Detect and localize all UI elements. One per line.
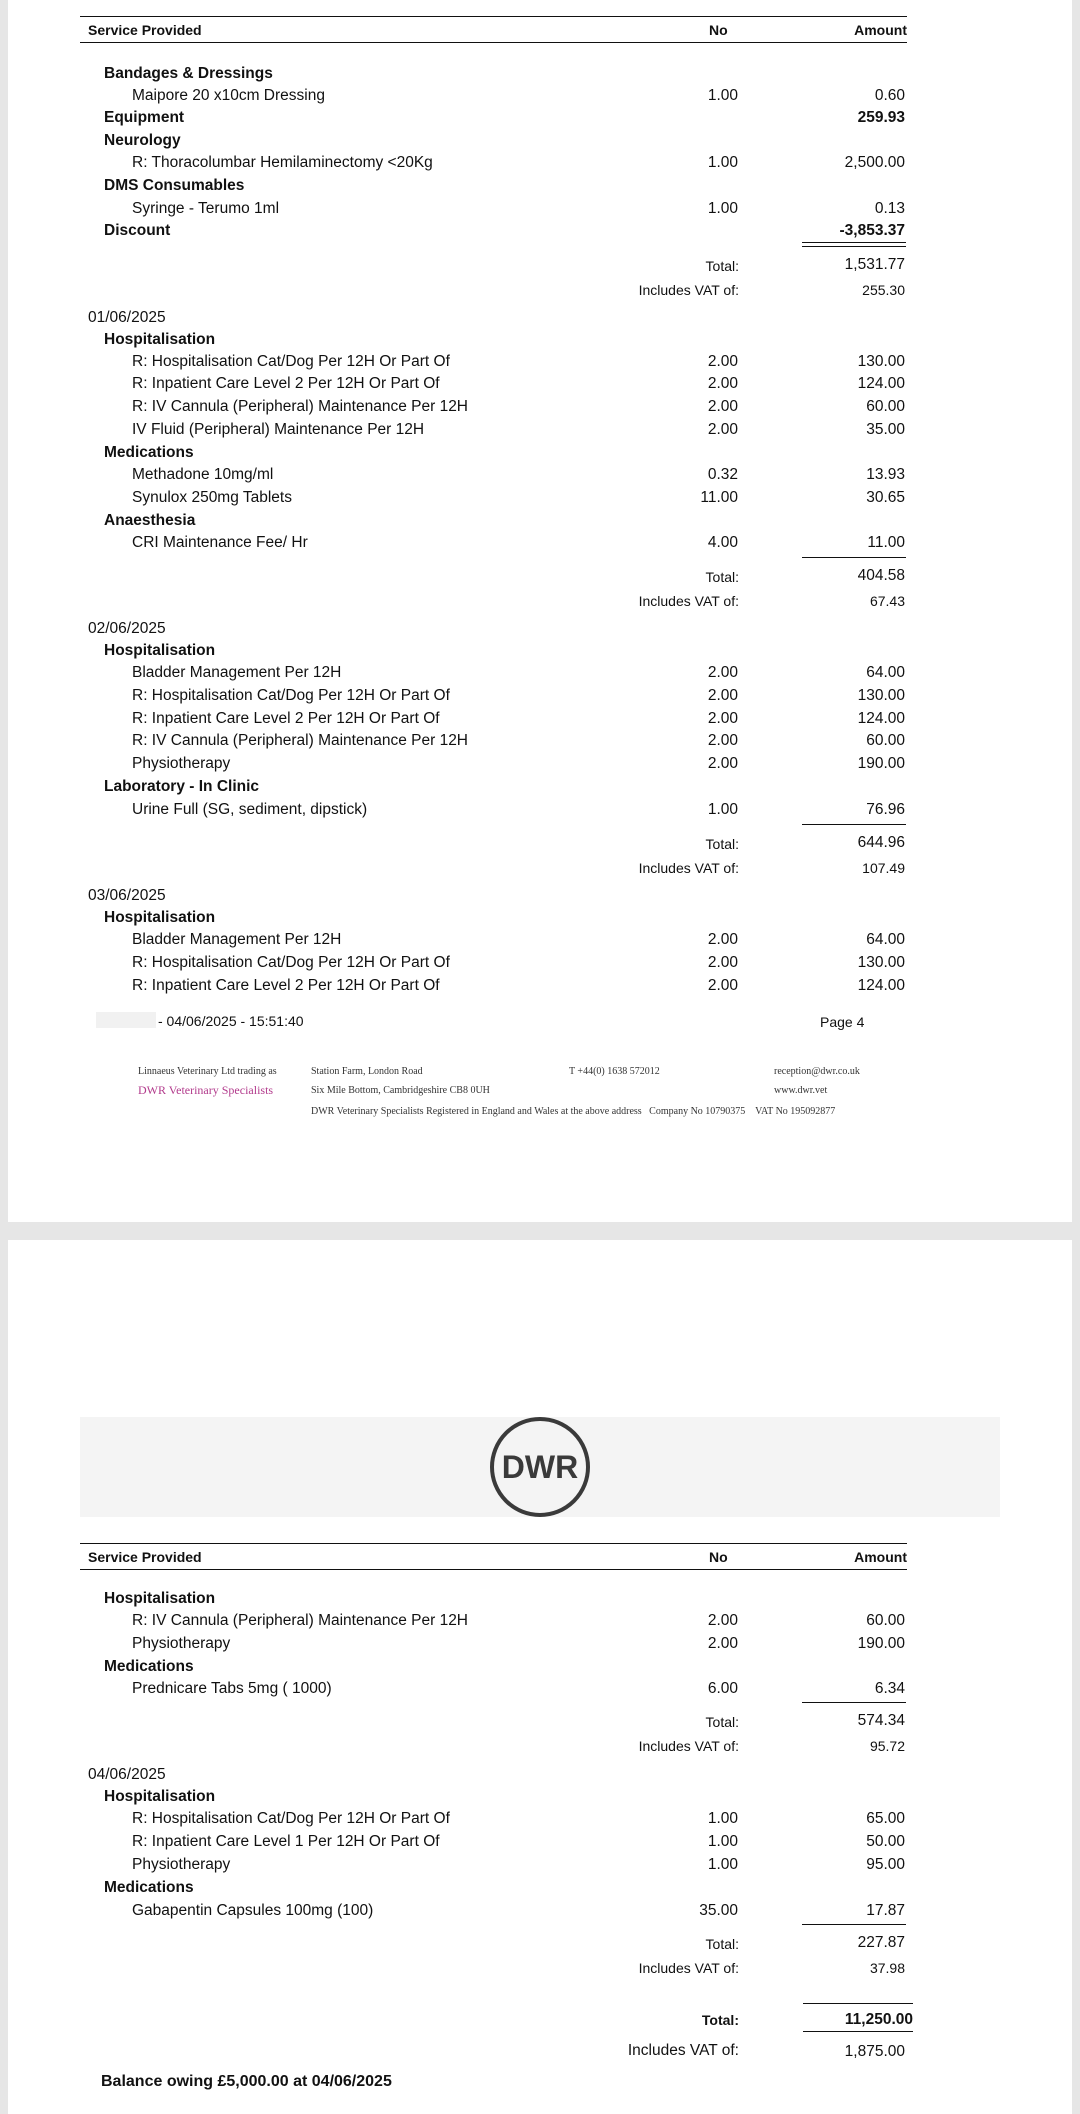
category-amount: 259.93 — [857, 109, 905, 126]
grand-total-underline — [803, 2031, 913, 2032]
line-item-amount: 65.00 — [866, 1810, 905, 1827]
line-item-amount: 11.00 — [867, 534, 905, 551]
line-item-amount: 124.00 — [857, 710, 905, 727]
category-heading: Medications — [104, 1658, 194, 1675]
category-heading: Hospitalisation — [104, 1590, 216, 1607]
subtotal-amount: 574.34 — [857, 1712, 905, 1729]
grand-total-label: Total: — [701, 2012, 739, 2028]
line-item-quantity: 2.00 — [707, 732, 738, 749]
line-item-amount: 6.34 — [874, 1680, 905, 1697]
line-item-description: R: Hospitalisation Cat/Dog Per 12H Or Part Of — [132, 1810, 450, 1827]
vat-amount: 37.98 — [869, 1960, 905, 1976]
line-item-description: R: IV Cannula (Peripheral) Maintenance Per 12H — [132, 398, 469, 415]
subtotal-amount: 227.87 — [857, 1934, 905, 1951]
line-item-quantity: 6.00 — [707, 1680, 738, 1697]
company-name: DWR Veterinary Specialists — [138, 1083, 274, 1097]
line-item-amount: 0.13 — [874, 200, 905, 217]
line-item-description: Bladder Management Per 12H — [132, 931, 342, 948]
line-item-description: Syringe - Terumo 1ml — [132, 200, 280, 217]
line-item-amount: 124.00 — [857, 375, 905, 392]
grand-total-rule — [803, 2003, 913, 2004]
line-item-quantity: 2.00 — [707, 1635, 738, 1652]
line-item-amount: 35.00 — [866, 421, 905, 438]
invoice-page-5 — [8, 1240, 1072, 2114]
line-item-amount: 60.00 — [866, 732, 905, 749]
logo-text: DWR — [501, 1449, 579, 1485]
line-item-amount: 64.00 — [866, 664, 905, 681]
line-item-quantity: 2.00 — [707, 977, 738, 994]
subtotal-label: Total: — [705, 1936, 739, 1952]
subtotal-label: Total: — [705, 1714, 739, 1730]
line-item-description: Methadone 10mg/ml — [132, 466, 274, 483]
line-item-description: R: Inpatient Care Level 2 Per 12H Or Part Of — [132, 977, 440, 994]
header-amount: Amount — [854, 1549, 907, 1565]
header-amount: Amount — [854, 22, 907, 38]
subtotal-amount: 404.58 — [857, 567, 905, 584]
discount-underline — [802, 242, 906, 243]
balance-owing: Balance owing £5,000.00 at 04/06/2025 — [101, 2073, 392, 2090]
line-item-amount: 95.00 — [866, 1856, 905, 1873]
line-item-description: R: IV Cannula (Peripheral) Maintenance Per 12H — [132, 732, 469, 749]
vat-label: Includes VAT of: — [638, 593, 739, 609]
line-item-quantity: 1.00 — [707, 154, 738, 171]
category-heading: Anaesthesia — [104, 512, 196, 529]
line-item-description: Bladder Management Per 12H — [132, 664, 342, 681]
line-item-description: R: Inpatient Care Level 2 Per 12H Or Part Of — [132, 375, 440, 392]
line-item-quantity: 35.00 — [699, 1902, 738, 1919]
line-item-quantity: 2.00 — [707, 954, 738, 971]
subtotal-rule — [802, 1924, 906, 1925]
line-item-quantity: 2.00 — [707, 375, 738, 392]
line-item-amount: 130.00 — [857, 954, 905, 971]
category-amount: -3,853.37 — [839, 222, 905, 239]
line-item-quantity: 2.00 — [707, 755, 738, 772]
category-heading: Discount — [104, 222, 171, 239]
table-header-page-4 — [80, 16, 907, 43]
vat-label: Includes VAT of: — [638, 282, 739, 298]
registration-line: DWR Veterinary Specialists Registered in England and Wales at the above address Company No 10790375 VAT No 195092877 — [311, 1106, 836, 1117]
line-item-amount: 130.00 — [857, 353, 905, 370]
address-line-2: Six Mile Bottom, Cambridgeshire CB8 0UH — [311, 1085, 490, 1096]
line-item-description: Prednicare Tabs 5mg ( 1000) — [132, 1680, 332, 1697]
line-item-amount: 13.93 — [866, 466, 905, 483]
line-item-quantity: 2.00 — [707, 398, 738, 415]
line-item-amount: 76.96 — [866, 801, 905, 818]
line-item-description: Physiotherapy — [132, 1635, 231, 1652]
header-no: No — [709, 1549, 728, 1565]
redacted-patient — [96, 1012, 156, 1028]
subtotal-label: Total: — [705, 258, 739, 274]
table-header-page-5 — [80, 1543, 907, 1570]
page-number: Page 4 — [820, 1014, 865, 1030]
line-item-description: Synulox 250mg Tablets — [132, 489, 292, 506]
line-item-quantity: 2.00 — [707, 353, 738, 370]
category-heading: Neurology — [104, 132, 181, 149]
line-item-quantity: 2.00 — [707, 687, 738, 704]
line-item-amount: 60.00 — [866, 398, 905, 415]
category-heading: Hospitalisation — [104, 642, 216, 659]
line-item-quantity: 2.00 — [707, 664, 738, 681]
header-service: Service Provided — [88, 22, 202, 38]
category-heading: Laboratory - In Clinic — [104, 778, 260, 795]
trading-as: Linnaeus Veterinary Ltd trading as — [138, 1066, 277, 1077]
header-no: No — [709, 22, 728, 38]
line-item-amount: 30.65 — [866, 489, 905, 506]
line-item-description: IV Fluid (Peripheral) Maintenance Per 12H — [132, 421, 425, 438]
category-heading: DMS Consumables — [104, 177, 245, 194]
header-service: Service Provided — [88, 1549, 202, 1565]
line-item-amount: 124.00 — [857, 977, 905, 994]
line-item-quantity: 2.00 — [707, 1612, 738, 1629]
website: www.dwr.vet — [774, 1085, 828, 1096]
line-item-amount: 190.00 — [857, 755, 905, 772]
line-item-quantity: 1.00 — [707, 801, 738, 818]
address-line-1: Station Farm, London Road — [311, 1066, 423, 1077]
grand-vat-value: 1,875.00 — [844, 2043, 905, 2060]
vat-label: Includes VAT of: — [638, 1738, 739, 1754]
subtotal-amount: 644.96 — [857, 834, 905, 851]
line-item-description: Urine Full (SG, sediment, dipstick) — [132, 801, 368, 818]
line-item-quantity: 0.32 — [707, 466, 738, 483]
category-heading: Hospitalisation — [104, 909, 216, 926]
category-heading: Medications — [104, 444, 194, 461]
section-date: 03/06/2025 — [88, 887, 166, 904]
line-item-description: R: IV Cannula (Peripheral) Maintenance Per 12H — [132, 1612, 469, 1629]
section-date: 04/06/2025 — [88, 1766, 166, 1783]
subtotal-rule — [802, 824, 906, 825]
category-heading: Hospitalisation — [104, 331, 216, 348]
subtotal-rule — [802, 1702, 906, 1703]
line-item-quantity: 1.00 — [707, 1810, 738, 1827]
subtotal-rule — [802, 557, 906, 558]
line-item-description: Maipore 20 x10cm Dressing — [132, 87, 325, 104]
category-heading: Bandages & Dressings — [104, 65, 273, 82]
category-heading: Hospitalisation — [104, 1788, 216, 1805]
vat-label: Includes VAT of: — [638, 860, 739, 876]
line-item-quantity: 1.00 — [707, 87, 738, 104]
line-item-description: R: Inpatient Care Level 1 Per 12H Or Part Of — [132, 1833, 440, 1850]
line-item-description: R: Hospitalisation Cat/Dog Per 12H Or Part Of — [132, 687, 450, 704]
line-item-amount: 0.60 — [874, 87, 905, 104]
line-item-amount: 130.00 — [857, 687, 905, 704]
line-item-quantity: 1.00 — [707, 1856, 738, 1873]
vat-amount: 95.72 — [869, 1738, 905, 1754]
section-date: 02/06/2025 — [88, 620, 166, 637]
line-item-description: Physiotherapy — [132, 1856, 231, 1873]
vat-amount: 107.49 — [862, 860, 905, 876]
line-item-amount: 17.87 — [866, 1902, 905, 1919]
line-item-amount: 50.00 — [866, 1833, 905, 1850]
line-item-description: Gabapentin Capsules 100mg (100) — [132, 1902, 374, 1919]
vat-amount: 255.30 — [862, 282, 905, 298]
line-item-quantity: 4.00 — [707, 534, 738, 551]
line-item-description: R: Inpatient Care Level 2 Per 12H Or Part Of — [132, 710, 440, 727]
line-item-quantity: 2.00 — [707, 931, 738, 948]
line-item-amount: 60.00 — [866, 1612, 905, 1629]
subtotal-rule — [802, 246, 906, 247]
subtotal-amount: 1,531.77 — [844, 256, 905, 273]
line-item-description: R: Hospitalisation Cat/Dog Per 12H Or Part Of — [132, 954, 450, 971]
line-item-description: R: Hospitalisation Cat/Dog Per 12H Or Part Of — [132, 353, 450, 370]
email: reception@dwr.co.uk — [774, 1066, 860, 1077]
category-heading: Equipment — [104, 109, 185, 126]
grand-total-value: 11,250.00 — [844, 2011, 913, 2028]
line-item-description: R: Thoracolumbar Hemilaminectomy <20Kg — [132, 154, 433, 171]
line-item-amount: 64.00 — [866, 931, 905, 948]
line-item-quantity: 2.00 — [707, 710, 738, 727]
line-item-quantity: 2.00 — [707, 421, 738, 438]
line-item-quantity: 11.00 — [700, 489, 738, 506]
line-item-quantity: 1.00 — [707, 1833, 738, 1850]
vat-label: Includes VAT of: — [638, 1960, 739, 1976]
line-item-amount: 190.00 — [857, 1635, 905, 1652]
subtotal-label: Total: — [705, 569, 739, 585]
printed-datetime: - 04/06/2025 - 15:51:40 — [158, 1013, 304, 1029]
grand-vat-label: Includes VAT of: — [627, 2042, 739, 2059]
line-item-quantity: 1.00 — [707, 200, 738, 217]
category-heading: Medications — [104, 1879, 194, 1896]
vat-amount: 67.43 — [869, 593, 905, 609]
line-item-description: Physiotherapy — [132, 755, 231, 772]
dwr-logo-icon — [488, 1415, 592, 1519]
section-date: 01/06/2025 — [88, 309, 166, 326]
line-item-description: CRI Maintenance Fee/ Hr — [132, 534, 308, 551]
subtotal-label: Total: — [705, 836, 739, 852]
line-item-amount: 2,500.00 — [844, 154, 905, 171]
phone: T +44(0) 1638 572012 — [569, 1066, 660, 1077]
